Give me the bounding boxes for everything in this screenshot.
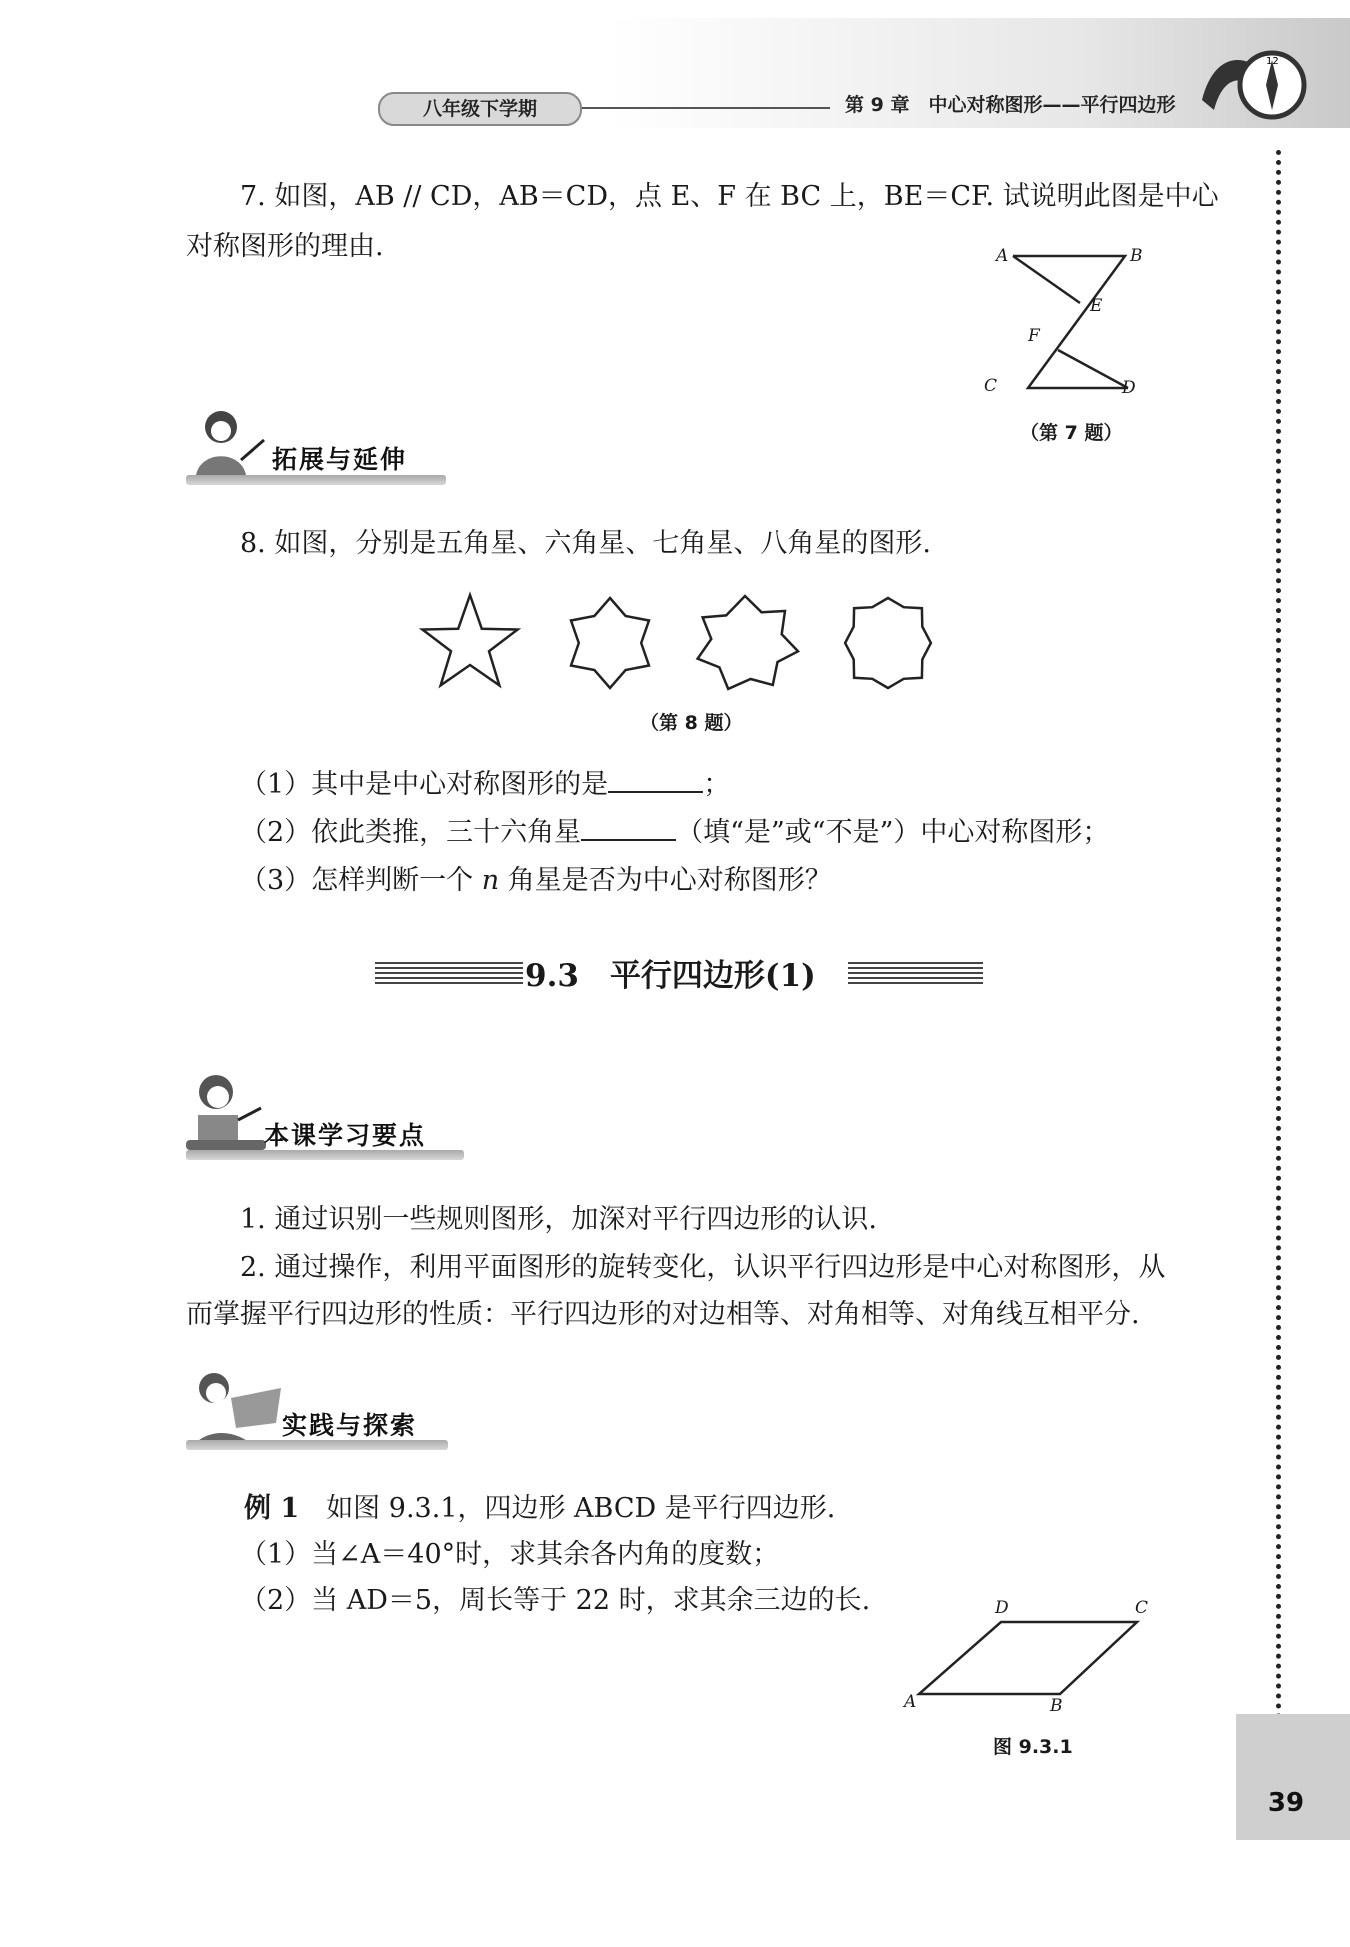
fig-label-a: A	[904, 1692, 917, 1712]
fig-label-d: D	[995, 1598, 1009, 1618]
section-points-label: 本课学习要点	[264, 1121, 427, 1150]
q8-part2: （2）依此类推，三十六角星 （填“是”或“不是”）中心对称图形；	[240, 817, 1110, 848]
section-extend-underline	[186, 475, 446, 485]
chapter-title: 第 9 章 中心对称图形——平行四边形	[845, 94, 1176, 116]
q7-line1: 7. 如图，AB // CD，AB＝CD，点 E、F 在 BC 上，BE＝CF. 试说明此图是中心	[240, 181, 1219, 212]
teacher-icon	[186, 405, 266, 480]
fig-label-b: B	[1050, 1696, 1063, 1716]
q8-part1: （1）其中是中心对称图形的是 ；	[240, 769, 731, 800]
example1-statement	[244, 1492, 835, 1526]
q7-label-a: A	[996, 246, 1009, 266]
example1-head: 例 1	[244, 1493, 300, 1524]
section-heading-stripes-right	[848, 962, 983, 984]
fig-label-c: C	[1135, 1598, 1149, 1618]
section-heading-stripes-left	[375, 962, 523, 984]
section-title: 9.3 平行四边形(1)	[525, 958, 816, 994]
parallelogram-figure	[905, 1610, 1165, 1720]
q8-blank-1	[608, 769, 703, 793]
q8-caption: （第 8 题）	[640, 712, 743, 734]
q7-caption: （第 7 题）	[1020, 422, 1123, 444]
q7-label-b: B	[1130, 246, 1143, 266]
five-point-star	[422, 595, 517, 685]
example1-part1: （1）当∠A＝40°时，求其余各内角的度数；	[240, 1539, 780, 1570]
section-practice-underline	[186, 1440, 448, 1450]
example1-part2: （2）当 AD＝5，周长等于 22 时，求其余三边的长.	[240, 1585, 871, 1616]
q7-label-e: E	[1090, 296, 1103, 316]
compass-clock-icon	[1192, 40, 1312, 130]
grade-badge	[378, 92, 582, 126]
page-number: 39	[1267, 1788, 1305, 1818]
point-2-line2: 而掌握平行四边形的性质：平行四边形的对边相等、对角相等、对角线互相平分.	[186, 1299, 1140, 1330]
q8-part3: （3）怎样判断一个 n 角星是否为中心对称图形？	[240, 865, 832, 896]
section-practice-label: 实践与探索	[282, 1411, 418, 1440]
q8-blank-2	[581, 817, 676, 841]
six-point-star	[571, 598, 649, 688]
q7-line2: 对称图形的理由.	[186, 231, 384, 262]
point-1: 1. 通过识别一些规则图形，加深对平行四边形的认识.	[240, 1204, 877, 1235]
section-points-underline	[186, 1150, 464, 1160]
q8-stars	[415, 590, 955, 700]
margin-dotted-line	[1276, 150, 1281, 1720]
q7-label-c: C	[984, 376, 998, 396]
q7-label-f: F	[1028, 326, 1040, 346]
eight-point-star	[845, 598, 931, 688]
seven-point-star	[698, 596, 798, 689]
q8-intro: 8. 如图，分别是五角星、六角星、七角星、八角星的图形.	[240, 528, 931, 559]
q7-label-d: D	[1122, 378, 1136, 398]
grade-label: 八年级下学期	[422, 98, 537, 120]
header-rule	[582, 107, 830, 109]
section-extend-label: 拓展与延伸	[272, 445, 408, 474]
student-reading-icon	[186, 1070, 266, 1160]
point-2-line1: 2. 通过操作，利用平面图形的旋转变化，认识平行四边形是中心对称图形，从	[240, 1252, 1166, 1283]
figure-caption: 图 9.3.1	[993, 1736, 1073, 1758]
page-number-tab	[1236, 1714, 1350, 1840]
svg-text:12: 12	[1266, 56, 1279, 67]
example1-text: 如图 9.3.1，四边形 ABCD 是平行四边形.	[326, 1493, 836, 1524]
